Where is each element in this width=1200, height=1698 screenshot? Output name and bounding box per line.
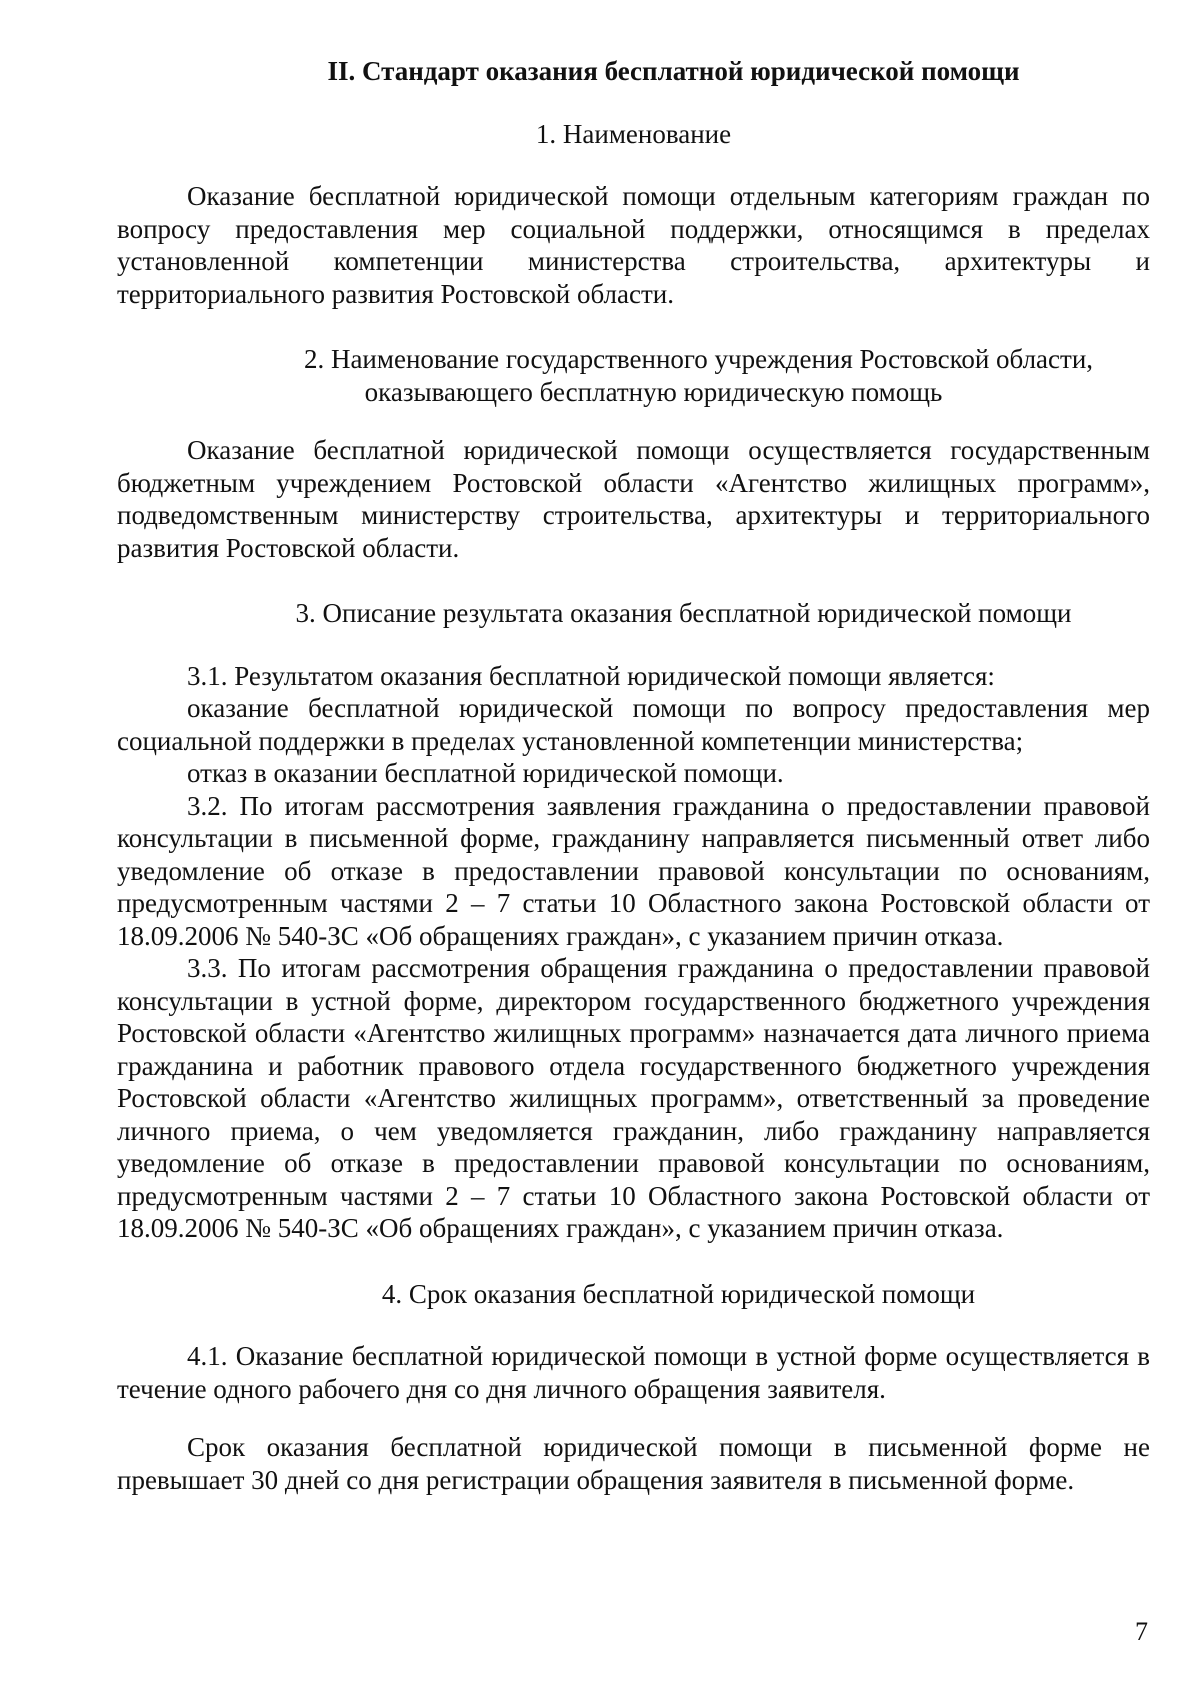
s1-heading: 1. Наименование xyxy=(535,118,732,149)
s4-heading: 4. Срок оказания бесплатной юридической помощи xyxy=(381,1278,976,1309)
s2-heading-line2: оказывающего бесплатную юридическую помощь xyxy=(364,376,943,407)
s3-p5: 3.3. По итогам рассмотрения обращения гражданина о предоставлении правовой консультации в устной форме, директором государственного бюджетного учреждения Ростовской области «Агентство жилищных программ» назначается дата личного приема гражданина и работник правового отдела государственного бюджетного учреждения Ростовской области «Агентство жилищных программ», ответственный за проведение личного приема, о чем уведомляется гражданин, либо гражданину направляется уведомление об отказе в предоставлении правовой консультации по основаниям, предусмотренным частями 2 – 7 статьи 10 Областного закона Ростовской области от 18.09.2006 № 540-ЗС «Об обращениях граждан», с указанием причин отказа. xyxy=(117,953,1150,1243)
s4-p2: Срок оказания бесплатной юридической помощи в письменной форме не превышает 30 дней со дня регистрации обращения заявителя в письменной форме. xyxy=(117,1432,1150,1495)
s4-p1: 4.1. Оказание бесплатной юридической помощи в устной форме осуществляется в течение одного рабочего дня со дня личного обращения заявителя. xyxy=(117,1341,1150,1404)
s1-paragraph: Оказание бесплатной юридической помощи отдельным категориям граждан по вопросу предоставления мер социальной поддержки, относящимся в пределах установленной компетенции министерства строительства, архитектуры и территориального развития Ростовской области. xyxy=(117,181,1150,309)
document-body xyxy=(117,55,1150,1496)
page-number: 7 xyxy=(1135,1617,1148,1646)
s2-paragraph: Оказание бесплатной юридической помощи осуществляется государственным бюджетным учреждением Ростовской области «Агентство жилищных программ», подведомственным министерству строительства, архитектуры и территориального развития Ростовской области. xyxy=(117,435,1150,563)
s3-p3: отказ в оказании бесплатной юридической помощи. xyxy=(187,758,784,788)
s3-heading: 3. Описание результата оказания бесплатной юридической помощи xyxy=(295,598,1072,628)
s3-p4: 3.2. По итогам рассмотрения заявления гражданина о предоставлении правовой консультации в письменной форме, гражданину направляется письменный ответ либо уведомление об отказе в предоставлении правовой консультации по основаниям, предусмотренным частями 2 – 7 статьи 10 Областного закона Ростовской области от 18.09.2006 № 540-ЗС «Об обращениях граждан», с указанием причин отказа. xyxy=(117,790,1150,951)
s2-heading xyxy=(117,343,1150,408)
s3-p1: 3.1. Результатом оказания бесплатной юридической помощи является: xyxy=(187,660,995,691)
section-title: II. Стандарт оказания бесплатной юридической помощи xyxy=(327,56,1020,86)
s3-p2: оказание бесплатной юридической помощи по вопросу предоставления мер социальной поддержки в пределах установленной компетенции министерства; xyxy=(117,693,1150,756)
s2-heading-line1: 2. Наименование государственного учреждения Ростовской области, xyxy=(303,344,1094,374)
